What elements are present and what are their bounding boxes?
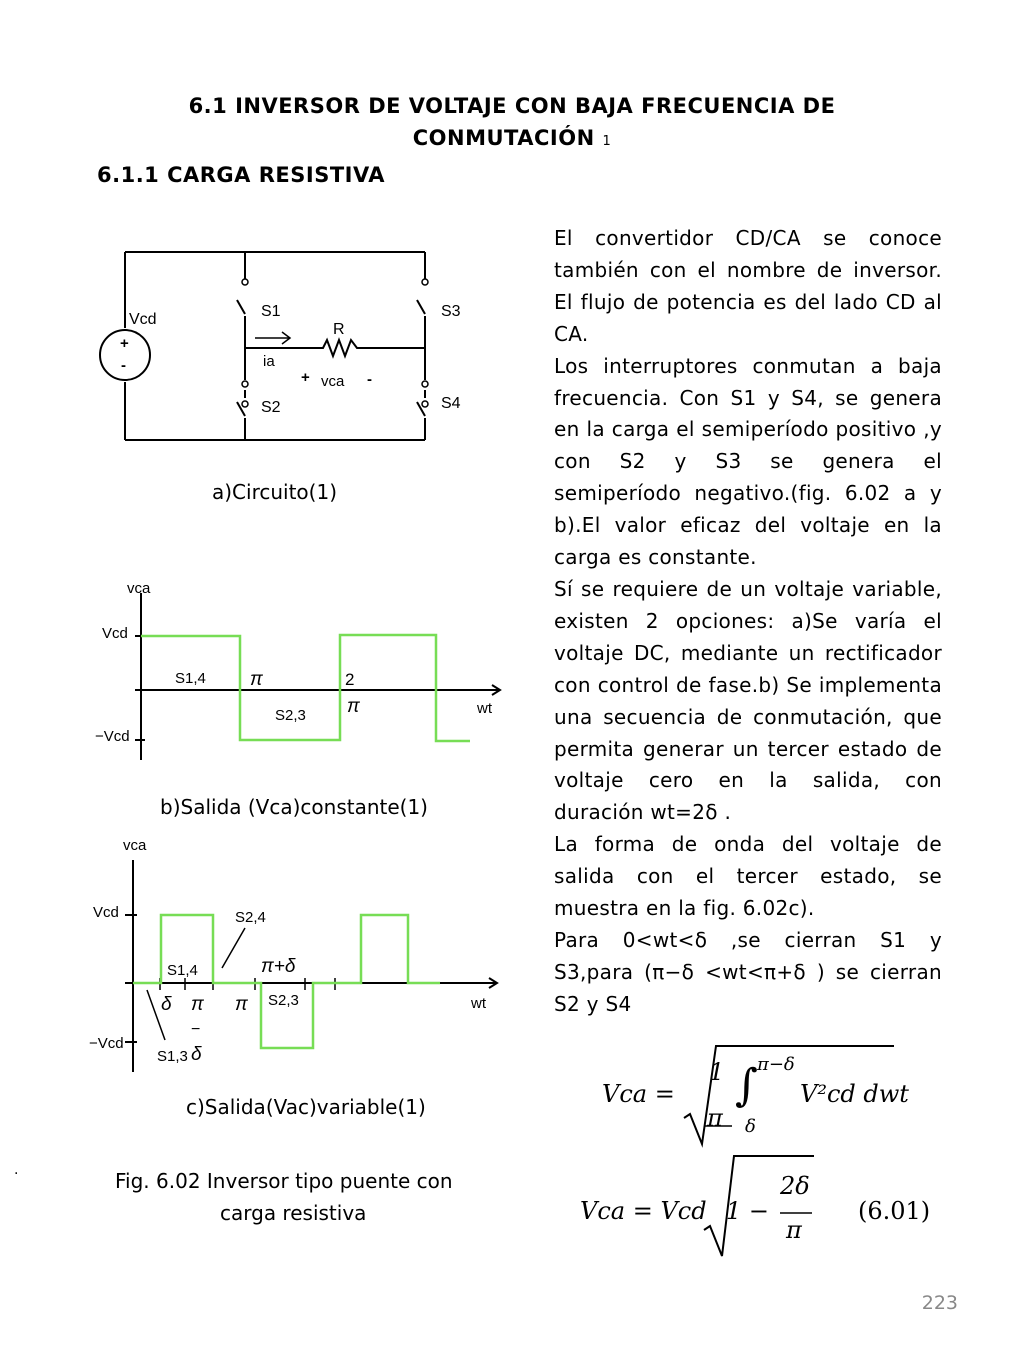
switch-s4-label: S4	[441, 395, 461, 412]
graph-b-s14: S1,4	[175, 670, 206, 687]
graph-c-ylabel: vca	[123, 837, 147, 854]
paragraph-2: Los interruptores conmutan a baja frecuencia. Con S1 y S4, se genera en la carga el semiperíodo positivo ,y con S2 y S3 se genera el semiperíodo negativo.(fig. 6.02 a y b).El valor eficaz del voltaje en la carga es constante.	[554, 353, 942, 570]
caption-output-constant: b)Salida (Vca)constante(1)	[160, 795, 428, 819]
formula-rms-frac-den: π	[707, 1104, 723, 1132]
page-number: 223	[921, 1292, 958, 1314]
formula-result-one-minus: 1 −	[726, 1197, 770, 1225]
graph-c-s13: S1,3	[157, 1048, 188, 1065]
vca-plus-sign: +	[301, 369, 310, 386]
graph-c-s24: S2,4	[235, 909, 266, 926]
resistor-label: R	[333, 321, 345, 338]
title-footnote-ref: 1	[602, 134, 612, 149]
graph-c-pi-minus-delta-minus: −	[191, 1021, 201, 1038]
formula-result-frac-den: π	[786, 1216, 802, 1244]
caption-circuit: a)Circuito(1)	[212, 480, 337, 504]
graph-c-s14: S1,4	[167, 962, 198, 979]
minus-sign: -	[121, 357, 126, 374]
graph-c-pi: π	[235, 994, 248, 1015]
graph-b-s23: S2,3	[275, 707, 306, 724]
paragraph-1: El convertidor CD/CA se conoce también con el nombre de inversor. El flujo de potencia es del lado CD al CA.	[554, 226, 942, 346]
integral-icon: ∫	[735, 1060, 758, 1111]
graph-b-xlabel: wt	[477, 700, 492, 717]
formula-rms-lower-limit: δ	[745, 1116, 756, 1137]
body-text	[554, 223, 942, 1021]
stray-mark: .	[14, 1162, 19, 1178]
graph-c-neg-vcd: −Vcd	[89, 1035, 124, 1052]
vcd-label: Vcd	[129, 311, 157, 328]
current-label: ia	[263, 353, 275, 370]
formula-rms-upper-limit: π−δ	[757, 1054, 795, 1075]
graph-c-delta: δ	[161, 994, 172, 1015]
graph-c-s23: S2,3	[268, 992, 299, 1009]
figure-caption-line1: Fig. 6.02 Inversor tipo puente con	[115, 1169, 453, 1193]
formula-result-frac-num: 2δ	[780, 1172, 810, 1200]
vca-minus-sign: -	[367, 371, 372, 388]
graph-c-vcd: Vcd	[93, 904, 119, 921]
switch-s1-label: S1	[261, 303, 281, 320]
equation-number: (6.01)	[858, 1197, 931, 1225]
graph-c-pi-plus-delta: π+δ	[261, 956, 296, 977]
subsection-title: 6.1.1 CARGA RESISTIVA	[97, 163, 386, 187]
section-title-line2: CONMUTACIÓN	[412, 126, 595, 150]
paragraph-4: La forma de onda del voltaje de salida con el tercer estado, se muestra en la fig. 6.02c).	[554, 832, 942, 921]
figure-caption-line2: carga resistiva	[220, 1201, 367, 1225]
graph-b-two: 2	[345, 670, 355, 689]
output-constant-graph	[85, 575, 510, 770]
formula-rms-integrand: V²cd dwt	[800, 1080, 909, 1108]
formula-rms-lhs: Vca =	[602, 1080, 675, 1108]
graph-b-pi: π	[250, 669, 263, 690]
formula-rms-frac-num: 1	[709, 1058, 725, 1086]
graph-b-2pi: π	[347, 696, 360, 717]
graph-c-pi-minus-delta-pi: π	[191, 994, 204, 1015]
graph-b-ylabel: vca	[127, 580, 151, 597]
paragraph-3: Sí se requiere de un voltaje variable, existen 2 opciones: a)Se varía el voltaje DC, mediante un rectificador con control de fase.b) Se implementa una secuencia de conmutación, que permita generar un tercer estado de voltaje cero en la salida, con duración wt=2δ .	[554, 576, 942, 825]
switch-s2-label: S2	[261, 399, 281, 416]
switch-s3-label: S3	[441, 303, 461, 320]
paragraph-5: Para 0<wt<δ ,se cierran S1 y S3,para (π−δ <wt<π+δ ) se cierran S2 y S4	[554, 927, 942, 1016]
graph-b-neg-vcd: −Vcd	[95, 728, 130, 745]
section-title	[0, 90, 1024, 158]
circuit-diagram	[95, 240, 475, 450]
output-variable-graph	[85, 830, 505, 1080]
graph-c-xlabel: wt	[471, 995, 486, 1012]
formula-result-lhs: Vca = Vcd	[580, 1197, 707, 1225]
caption-output-variable: c)Salida(Vac)variable(1)	[186, 1095, 426, 1119]
vca-label: vca	[321, 373, 345, 390]
section-title-line1: 6.1 INVERSOR DE VOLTAJE CON BAJA FRECUENCIA DE	[188, 94, 836, 118]
graph-c-pi-minus-delta-delta: δ	[191, 1044, 202, 1065]
graph-b-vcd: Vcd	[102, 625, 128, 642]
plus-sign: +	[120, 335, 129, 352]
